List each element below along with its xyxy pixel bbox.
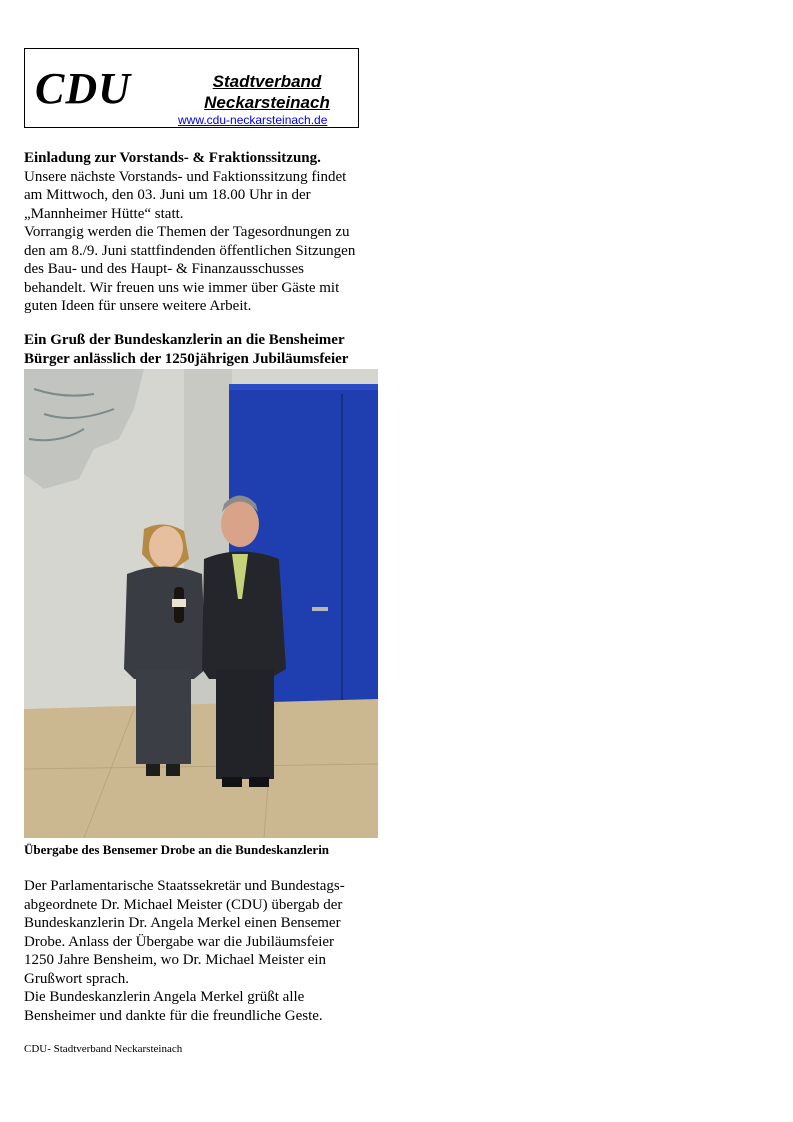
invitation-heading: Einladung zur Vorstands- & Fraktionssitzung. <box>24 150 321 166</box>
handover-section <box>24 877 384 1025</box>
handover-photo <box>24 369 378 838</box>
invitation-line: am Mittwoch, den 03. Juni um 18.00 Uhr in der <box>24 187 311 203</box>
handover-line: abgeordnete Dr. Michael Meister (CDU) übergab der <box>24 896 343 913</box>
handover-line: Bundeskanzlerin Dr. Angela Merkel einen Bensemer <box>24 915 341 931</box>
handover-line: 1250 Jahre Bensheim, wo Dr. Michael Meister ein <box>24 952 327 968</box>
org-name-line1: Stadtverband <box>212 72 322 91</box>
website-link[interactable]: www.cdu-neckarsteinach.de <box>178 113 328 127</box>
handover-line: Die Bundeskanzlerin Angela Merkel grüßt alle <box>24 989 305 1005</box>
footer: CDU- Stadtverband Neckarsteinach <box>24 1043 183 1055</box>
invitation-line: „Mannheimer Hütte“ statt. <box>24 205 184 222</box>
invitation-line: den am 8./9. Juni stattfindenden öffentlichen Sitzungen <box>24 242 356 259</box>
handover-line: Bensheimer und dankte für die freundliche Geste. <box>24 1007 323 1024</box>
handover-line: Grußwort sprach. <box>24 970 129 987</box>
invitation-line: guten Ideen für unsere weitere Arbeit. <box>24 298 252 314</box>
greeting-heading-line1: Ein Gruß der Bundeskanzlerin an die Bensheimer <box>24 332 345 348</box>
photo-caption: Übergabe des Bensemer Drobe an die Bundeskanzlerin <box>24 842 330 857</box>
header-box <box>24 48 359 128</box>
org-name-line2: Neckarsteinach <box>204 93 330 112</box>
greeting-heading-line2: Bürger anlässlich der 1250jährigen Jubiläumsfeier <box>24 350 349 367</box>
handover-line: Drobe. Anlass der Übergabe war die Jubiläumsfeier <box>24 933 335 950</box>
invitation-line: des Bau- und des Haupt- & Finanzausschusses <box>24 261 304 277</box>
invitation-line: Unsere nächste Vorstands- und Faktionssitzung findet <box>24 168 347 185</box>
invitation-line: behandelt. Wir freuen uns wie immer über Gäste mit <box>24 279 340 296</box>
org-name <box>177 71 357 113</box>
invitation-section <box>24 149 384 316</box>
greeting-heading <box>24 331 384 368</box>
cdu-logo: CDU <box>35 64 131 113</box>
handover-line: Der Parlamentarische Staatssekretär und Bundestags- <box>24 878 345 894</box>
invitation-line: Vorrangig werden die Themen der Tagesordnungen zu <box>24 224 350 240</box>
